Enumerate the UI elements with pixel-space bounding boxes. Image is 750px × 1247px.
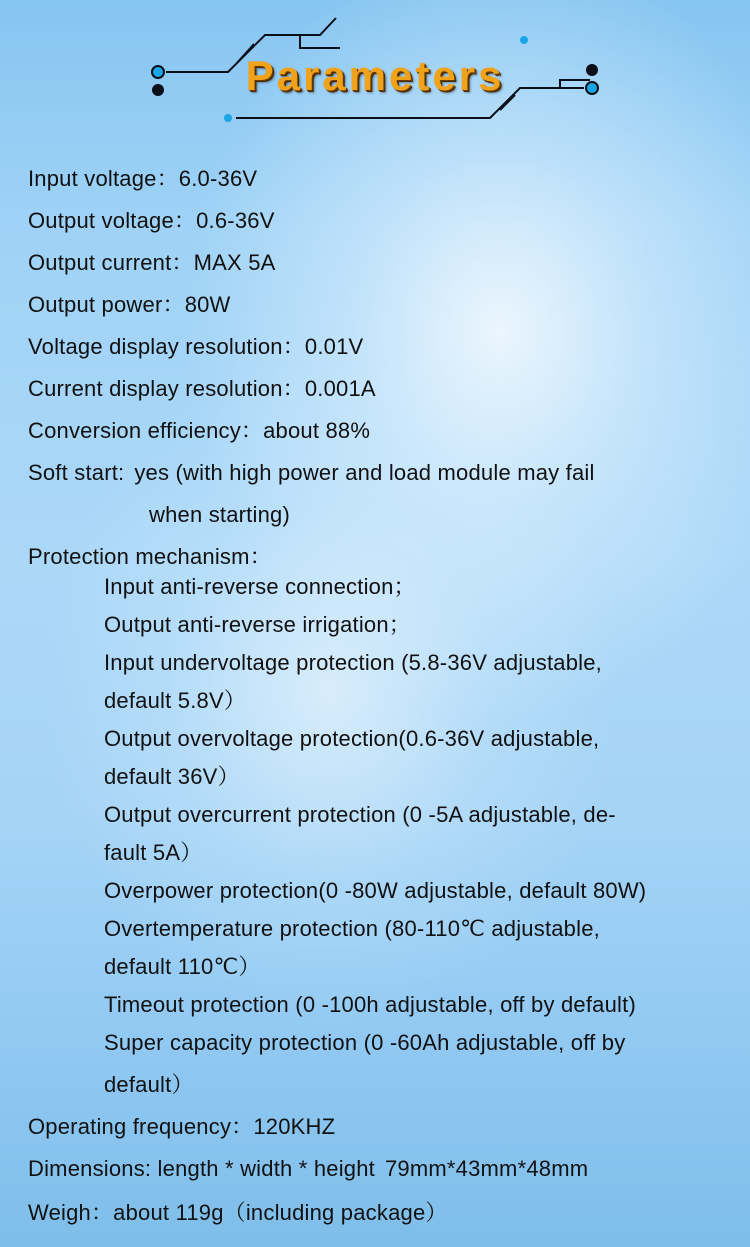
spec-output-power: [28, 292, 231, 318]
protection-item: Overtemperature protection (80-110℃ adjustable,: [104, 916, 600, 941]
spec-label: Weigh：: [28, 1200, 114, 1225]
protection-item: Overpower protection(0 -80W adjustable, default 80W): [104, 878, 647, 903]
protection-item: Input anti-reverse connection；: [104, 574, 416, 599]
spec-label: Voltage display resolution：: [28, 334, 305, 359]
spec-voltage-display-resolution: [28, 334, 363, 360]
spec-label: Input voltage：: [28, 166, 179, 191]
spec-value: 120KHZ: [253, 1114, 336, 1139]
protection-item: default 110℃）: [104, 954, 261, 979]
protection-item: default 36V）: [104, 764, 240, 789]
protection-item: Output anti-reverse irrigation；: [104, 612, 411, 637]
spec-label: Output current：: [28, 250, 194, 275]
page-title: Parameters: [245, 52, 505, 99]
spec-output-current: [28, 250, 276, 276]
spec-label: Dimensions: length * width * height: [28, 1156, 375, 1181]
spec-weigh: [28, 1200, 448, 1226]
spec-value: MAX 5A: [193, 250, 276, 275]
spec-label: Output voltage：: [28, 208, 197, 233]
spec-label: Output power：: [28, 292, 185, 317]
spec-protection-mechanism: Protection mechanism：: [28, 544, 272, 569]
header: [0, 0, 750, 140]
protection-item: fault 5A）: [104, 840, 203, 865]
spec-operating-frequency: [28, 1114, 335, 1140]
spec-value: 79mm*43mm*48mm: [384, 1156, 589, 1181]
spec-value: about 88%: [263, 418, 371, 443]
protection-item: default 5.8V）: [104, 688, 247, 713]
protection-item: Output overcurrent protection (0 -5A adjustable, de-: [104, 802, 616, 827]
spec-label: Soft start:: [28, 460, 125, 485]
protection-item: Super capacity protection (0 -60Ah adjustable, off by: [104, 1030, 626, 1055]
spec-value: 0.001A: [304, 376, 376, 401]
spec-input-voltage: [28, 166, 257, 192]
protection-item: default）: [104, 1072, 194, 1097]
spec-value: 6.0-36V: [178, 166, 258, 191]
spec-value: yes (with high power and load module may fail: [134, 460, 595, 485]
spec-value: 0.6-36V: [196, 208, 275, 233]
spec-label: Conversion efficiency：: [28, 418, 264, 443]
spec-value: about 119g（including package）: [113, 1200, 448, 1225]
spec-soft-start-continued: when starting): [149, 502, 290, 527]
spec-current-display-resolution: [28, 376, 376, 402]
spec-label: Operating frequency：: [28, 1114, 254, 1139]
spec-soft-start: [28, 460, 595, 486]
spec-conversion-efficiency: [28, 418, 370, 444]
circuit-node-icon: [224, 114, 232, 122]
spec-output-voltage: [28, 208, 275, 234]
spec-label: Current display resolution：: [28, 376, 305, 401]
protection-item: Timeout protection (0 -100h adjustable, off by default): [104, 992, 636, 1017]
spec-value: 80W: [184, 292, 231, 317]
spec-dimensions: [28, 1156, 588, 1182]
protection-item: Output overvoltage protection(0.6-36V adjustable,: [104, 726, 600, 751]
circuit-node-icon: [520, 36, 528, 44]
spec-value: 0.01V: [304, 334, 364, 359]
protection-item: Input undervoltage protection (5.8-36V adjustable,: [104, 650, 602, 675]
